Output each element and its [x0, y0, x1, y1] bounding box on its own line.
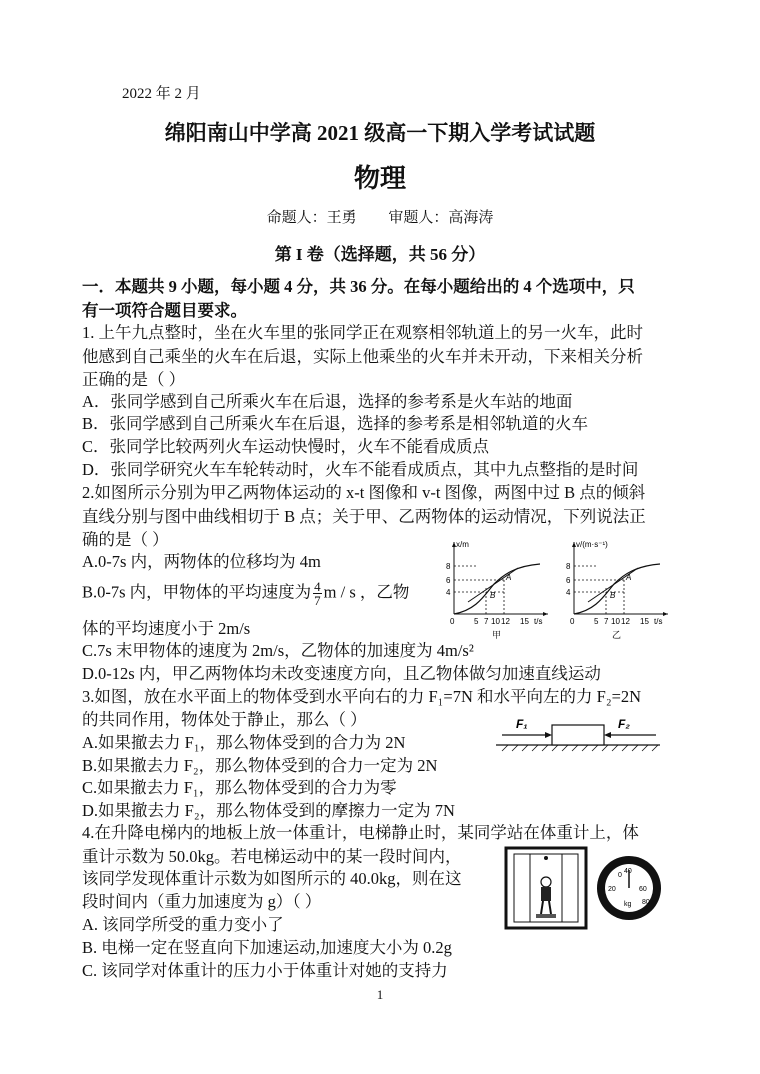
q3-option-d: D.如果撤去力 F₂，那么物体受到的摩擦力一定为 7N: [82, 801, 455, 820]
q2-stem-line-3: 确的是（ ）: [82, 530, 169, 549]
f2-arrowhead: [604, 732, 611, 738]
q4-stem-line-3: 该同学发现体重计示数为如图所示的 40.0kg，则在这: [82, 869, 462, 888]
y-tick-6: 6: [446, 576, 451, 585]
x-tick-7: 7: [484, 617, 489, 626]
q1-option-c: C．张同学比较两列火车运动快慢时，火车不能看成质点: [82, 437, 490, 456]
q3-stem-line-1: 3.如图，放在水平面上的物体受到水平向右的力 F₁=7N 和水平向左的力 F₂=2N: [82, 687, 642, 706]
graph-jia-xt: [436, 538, 556, 650]
exam-date: 2022 年 2 月: [122, 86, 201, 102]
f1-arrowhead: [545, 732, 552, 738]
q4-option-a: A. 该同学所受的重力变小了: [82, 915, 284, 934]
x-tick-12: 12: [621, 617, 630, 626]
scale-unit: kg: [624, 901, 632, 908]
q2-option-b-continued: 体的平均速度小于 2m/s: [82, 619, 251, 638]
x-axis-label: t/s: [654, 617, 663, 626]
force-diagram: [494, 712, 664, 762]
q4-option-b: B. 电梯一定在竖直向下加速运动,加速度大小为 0.2g: [82, 938, 452, 957]
point-a-label: A: [506, 573, 512, 582]
scale-tick-20: 20: [608, 886, 616, 893]
q4-stem-line-4: 段时间内（重力加速度为 g）（ ）: [82, 892, 322, 911]
x-tick-10: 10: [611, 617, 620, 626]
q2-option-b-prefix: B.0-7s 内，甲物体的平均速度为: [82, 582, 312, 602]
x-tick-0: 0: [450, 617, 455, 626]
f1-label: F₁: [516, 717, 528, 731]
q1-stem-line-1: 1. 上午九点整时，坐在火车里的张同学正在观察相邻轨道上的另一火车，此时: [82, 323, 643, 342]
x-tick-7: 7: [604, 617, 609, 626]
exam-authors: [0, 206, 760, 227]
exam-title: 绵阳南山中学高 2021 级高一下期入学考试试题: [164, 121, 596, 145]
ground-hatching: [502, 745, 658, 751]
vt-curve: [574, 564, 660, 614]
q2-option-b: [82, 580, 432, 607]
point-b-label: B: [490, 591, 496, 600]
q1-stem-line-3: 正确的是（ ）: [82, 370, 186, 389]
author-reviewer: 审题人：高海涛: [388, 210, 494, 226]
author-setter: 命题人：王勇: [266, 210, 357, 226]
section-title: 第 I 卷（选择题，共 56 分）: [274, 245, 486, 264]
x-axis-arrow: [543, 612, 548, 616]
scale-tick-80: 80: [642, 899, 650, 906]
q1-option-a: A．张同学感到自己所乘火车在后退，选择的参考系是火车站的地面: [82, 392, 573, 411]
x-axis-label: t/s: [534, 617, 543, 626]
scale-tick-0: 0: [618, 872, 622, 879]
x-tick-12: 12: [501, 617, 510, 626]
q3-option-c: C.如果撤去力 F₁，那么物体受到的合力为零: [82, 778, 397, 797]
y-tick-8: 8: [566, 562, 571, 571]
q2-stem-line-2: 直线分别与图中曲线相切于 B 点；关于甲、乙两物体的运动情况，下列说法正: [82, 507, 646, 526]
instructions-line-2: 有一项符合题目要求。: [82, 301, 247, 320]
exam-subject: 物理: [353, 164, 406, 193]
q2-option-b-suffix: m / s ，乙物: [323, 582, 410, 602]
y-tick-6: 6: [566, 576, 571, 585]
x-tick-10: 10: [491, 617, 500, 626]
q2-option-d: D.0-12s 内，甲乙两物体均未改变速度方向，且乙物体做匀加速直线运动: [82, 664, 601, 683]
person-body: [541, 887, 551, 901]
block: [552, 725, 604, 745]
q4-option-c: C. 该同学对体重计的压力小于体重计对她的支持力: [82, 961, 448, 980]
elevator-indicator: [544, 856, 548, 860]
x-axis-arrow: [663, 612, 668, 616]
x-tick-15: 15: [520, 617, 529, 626]
q2-stem-line-1: 2.如图所示分别为甲乙两物体运动的 x-t 图像和 v-t 图像，两图中过 B 点的倾斜: [82, 483, 646, 502]
x-tick-5: 5: [474, 617, 479, 626]
x-tick-0: 0: [570, 617, 575, 626]
x-tick-5: 5: [594, 617, 599, 626]
bathroom-scale: [536, 914, 556, 918]
q3-option-b: B.如果撤去力 F₂，那么物体受到的合力一定为 2N: [82, 756, 438, 775]
q4-stem-line-1: 4.在升降电梯内的地板上放一体重计，电梯静止时，某同学站在体重计上，体: [82, 823, 639, 842]
point-a-label: A: [626, 573, 632, 582]
page-number: 1: [376, 987, 384, 1002]
y-tick-4: 4: [446, 588, 451, 597]
f2-label: F₂: [618, 717, 630, 731]
q2-option-c: C.7s 末甲物体的速度为 2m/s，乙物体的加速度为 4m/s²: [82, 641, 474, 660]
person-head: [541, 877, 551, 887]
instructions-line-1: 一．本题共 9 小题，每小题 4 分，共 36 分。在每小题给出的 4 个选项中，只: [82, 277, 635, 296]
fraction-denominator: 7: [314, 593, 321, 608]
graph-caption: 甲: [492, 630, 502, 640]
q1-stem-line-2: 他感到自己乘坐的火车在后退，实际上他乘坐的火车并未开动，下来相关分析: [82, 347, 643, 366]
fraction-numerator: 4: [314, 579, 321, 594]
q2-option-a: A.0-7s 内，两物体的位移均为 4m: [82, 552, 321, 571]
y-tick-8: 8: [446, 562, 451, 571]
point-b-label: B: [610, 591, 616, 600]
q4-stem-line-2: 重计示数为 50.0kg。若电梯运动中的某一段时间内，: [82, 847, 462, 866]
q1-option-d: D．张同学研究火车车轮转动时，火车不能看成质点，其中九点整指的是时间: [82, 460, 639, 479]
scale-tick-60: 60: [639, 886, 647, 893]
y-tick-4: 4: [566, 588, 571, 597]
x-tick-15: 15: [640, 617, 649, 626]
q3-option-a: A.如果撤去力 F₁，那么物体受到的合力为 2N: [82, 733, 406, 752]
graph-caption: 乙: [612, 630, 622, 640]
q3-stem-line-2: 的共同作用，物体处于静止，那么（ ）: [82, 710, 367, 729]
q1-option-b: B．张同学感到自己所乘火车在后退，选择的参考系是相邻轨道的火车: [82, 414, 589, 433]
elevator-illustration: [504, 846, 674, 932]
q2-option-b-fraction: [313, 580, 322, 607]
y-axis-label: x/m: [456, 540, 469, 549]
graph-yi-vt: [556, 538, 676, 650]
y-axis-label: v/(m·s⁻¹): [576, 540, 608, 549]
xt-curve: [454, 564, 540, 614]
scale-tick-40: 40: [624, 868, 632, 875]
